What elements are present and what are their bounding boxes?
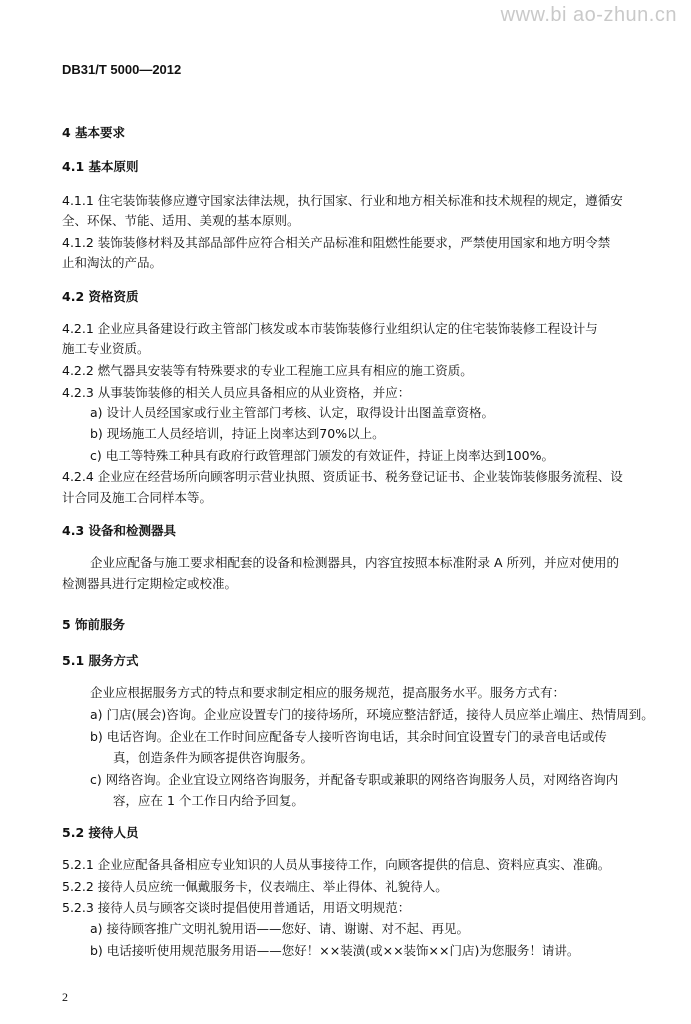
list-item-a: a) 接待顾客推广文明礼貌用语——您好、请、谢谢、对不起、再见。	[90, 921, 470, 936]
section-heading-4-2: 4.2 资格资质	[62, 289, 139, 304]
paragraph-4-3: 企业应配备与施工要求相配套的设备和检测器具，内容宜按照本标准附录 A 所列，并应对使用的	[90, 555, 619, 570]
clause-4-2-3: 4.2.3 从事装饰装修的相关人员应具备相应的从业资格，并应：	[62, 385, 411, 400]
clause-4-2-4-cont: 计合同及施工合同样本等。	[62, 490, 213, 505]
list-item-a: a) 设计人员经国家或行业主管部门考核、认定，取得设计出图盖章资格。	[90, 405, 495, 420]
section-heading-4: 4 基本要求	[62, 125, 126, 140]
clause-5-2-1: 5.2.1 企业应配备具备相应专业知识的人员从事接待工作，向顾客提供的信息、资料应真实、准确。	[62, 857, 611, 872]
list-item-b: b) 现场施工人员经培训，持证上岗率达到70%以上。	[90, 426, 385, 441]
section-heading-5-1: 5.1 服务方式	[62, 653, 139, 668]
document-code-header: DB31/T 5000—2012	[62, 62, 182, 77]
list-item-b: b) 电话咨询。企业在工作时间应配备专人接听咨询电话，其余时间宜设置专门的录音电话或传	[90, 729, 607, 744]
clause-4-2-1-cont: 施工专业资质。	[62, 341, 150, 356]
clause-4-2-1: 4.2.1 企业应具备建设行政主管部门核发或本市装饰装修行业组织认定的住宅装饰装修工程设计与	[62, 321, 598, 336]
clause-4-2-4: 4.2.4 企业应在经营场所向顾客明示营业执照、资质证书、税务登记证书、企业装饰装修服务流程、设	[62, 469, 623, 484]
clause-4-2-2: 4.2.2 燃气器具安装等有特殊要求的专业工程施工应具有相应的施工资质。	[62, 363, 473, 378]
paragraph-5-1: 企业应根据服务方式的特点和要求制定相应的服务规范，提高服务水平。服务方式有：	[90, 685, 566, 700]
page-number: 2	[62, 990, 68, 1004]
section-heading-5: 5 饰前服务	[62, 617, 126, 632]
list-item-a: a) 门店(展会)咨询。企业应设置专门的接待场所，环境应整洁舒适，接待人员应举止端庄、热情周到。	[90, 707, 654, 722]
clause-4-1-2-cont: 止和淘汰的产品。	[62, 255, 163, 270]
clause-5-2-3: 5.2.3 接待人员与顾客交谈时提倡使用普通话，用语文明规范：	[62, 900, 411, 915]
section-heading-4-3: 4.3 设备和检测器具	[62, 523, 176, 538]
section-heading-4-1: 4.1 基本原则	[62, 159, 139, 174]
list-item-c-cont: 容，应在 1 个工作日内给予回复。	[113, 793, 304, 808]
section-heading-5-2: 5.2 接待人员	[62, 825, 139, 840]
list-item-c: c) 电工等特殊工种具有政府行政管理部门颁发的有效证件，持证上岗率达到100%。	[90, 448, 554, 463]
clause-4-1-1-cont: 全、环保、节能、适用、美观的基本原则。	[62, 213, 300, 228]
clause-4-1-1: 4.1.1 住宅装饰装修应遵守国家法律法规，执行国家、行业和地方相关标准和技术规程的规定，遵循安	[62, 193, 623, 208]
watermark: www.bi ao-zhun.cn	[500, 4, 677, 26]
list-item-c: c) 网络咨询。企业宜设立网络咨询服务，并配备专职或兼职的网络咨询服务人员，对网络咨询内	[90, 772, 619, 787]
clause-5-2-2: 5.2.2 接待人员应统一佩戴服务卡，仪表端庄、举止得体、礼貌待人。	[62, 879, 448, 894]
list-item-b-cont: 真，创造条件为顾客提供咨询服务。	[113, 750, 314, 765]
clause-4-1-2: 4.1.2 装饰装修材料及其部品部件应符合相关产品标准和阻燃性能要求，严禁使用国家和地方明令禁	[62, 235, 611, 250]
paragraph-4-3-cont: 检测器具进行定期检定或校准。	[62, 576, 238, 591]
list-item-b: b) 电话接听使用规范服务用语——您好！××装潢(或××装饰××门店)为您服务！请讲。	[90, 943, 580, 958]
